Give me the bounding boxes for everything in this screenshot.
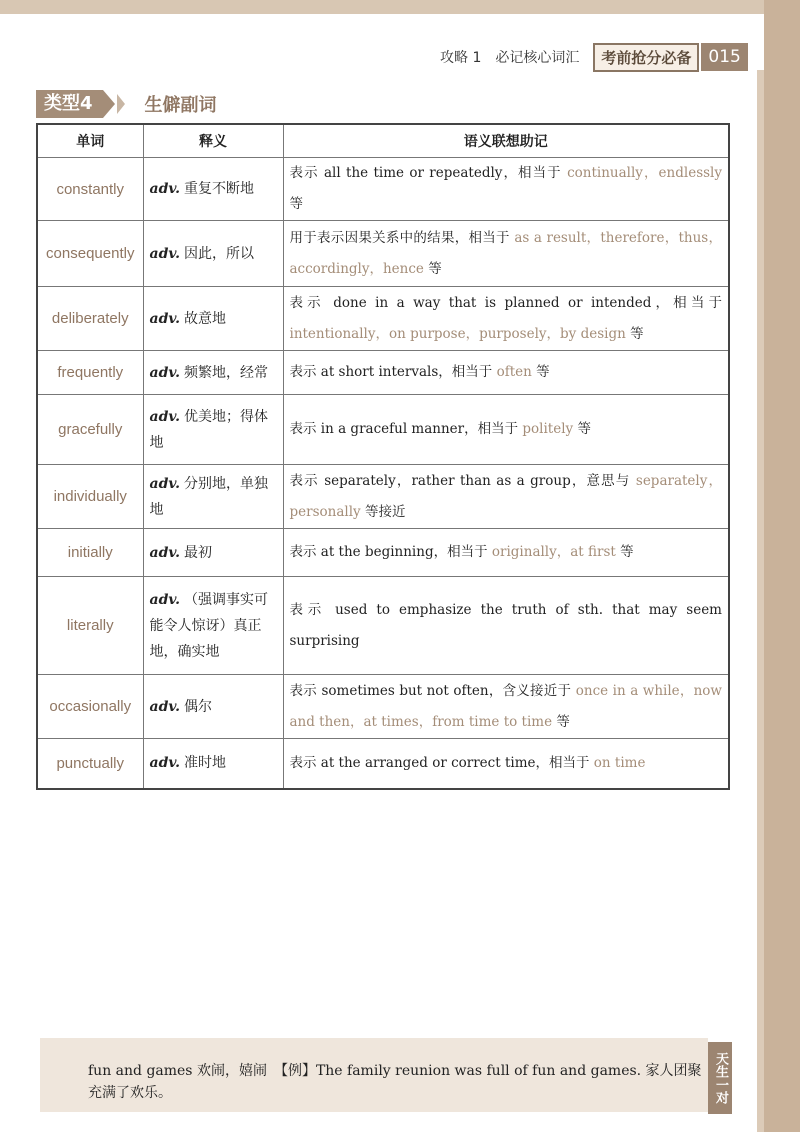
synonyms: politely — [522, 421, 574, 437]
word-cell: frequently — [37, 351, 143, 395]
memo-suffix: 等 — [423, 260, 442, 277]
meaning-text: 最初 — [183, 544, 212, 561]
meaning-text: 偶尔 — [183, 698, 212, 715]
synonyms: separately，personally — [289, 472, 723, 520]
memo-suffix: 等 — [573, 421, 591, 437]
part-of-speech: adv. — [149, 245, 180, 262]
memo-suffix: 等 — [615, 544, 634, 560]
synonyms: originally，at first — [491, 544, 616, 560]
meaning-text: 准时地 — [183, 755, 226, 772]
synonyms: often — [496, 364, 532, 380]
table-row — [37, 158, 729, 221]
synonyms: continually，endlessly — [567, 165, 722, 181]
table-row — [37, 287, 729, 351]
word-cell: occasionally — [37, 675, 143, 739]
meaning-cell — [143, 287, 283, 351]
memo-suffix: 等 — [289, 196, 303, 212]
table-row — [37, 577, 729, 675]
word-cell: gracefully — [37, 395, 143, 465]
meaning-cell — [143, 221, 283, 287]
meaning-text: 频繁地，经常 — [183, 364, 268, 381]
memo-cell — [283, 739, 729, 789]
memo-cell — [283, 675, 729, 739]
memo-cell — [283, 287, 729, 351]
meaning-cell — [143, 465, 283, 529]
column-header-meaning: 释义 — [143, 124, 283, 158]
synonyms: as a result，therefore，thus，accordingly，hence — [289, 229, 722, 277]
header-badge: 考前抢分必备 — [593, 43, 699, 72]
chapter-title: 攻略 1 必记核心词汇 — [440, 50, 580, 66]
section-heading — [36, 90, 217, 118]
meaning-text: 故意地 — [183, 310, 226, 327]
meaning-text: 因此，所以 — [183, 245, 254, 262]
page-number: 015 — [701, 43, 747, 71]
table-row — [37, 395, 729, 465]
part-of-speech: adv. — [149, 475, 180, 492]
memo-cell — [283, 529, 729, 577]
meaning-text: （强调事实可能令人惊讶）真正地，确实地 — [149, 591, 268, 660]
table-row — [37, 351, 729, 395]
table-row — [37, 221, 729, 287]
word-cell: literally — [37, 577, 143, 675]
word-cell: constantly — [37, 158, 143, 221]
meaning-cell — [143, 395, 283, 465]
table-header-row — [37, 124, 729, 158]
memo-suffix: 等 — [531, 364, 550, 380]
part-of-speech: adv. — [149, 310, 180, 327]
word-cell: deliberately — [37, 287, 143, 351]
memo-text: 表示 separately，rather than as a group，意思与 — [289, 472, 636, 489]
column-header-memo: 语义联想助记 — [283, 124, 729, 158]
synonyms: on time — [593, 754, 646, 771]
memo-text: 表示 used to emphasize the truth of sth. that may seem surprising — [289, 601, 722, 649]
meaning-cell — [143, 739, 283, 789]
memo-cell — [283, 158, 729, 221]
memo-cell — [283, 221, 729, 287]
memo-suffix: 等接近 — [360, 503, 406, 520]
table-row — [37, 529, 729, 577]
word-cell: initially — [37, 529, 143, 577]
page-header — [440, 40, 748, 74]
part-of-speech: adv. — [149, 408, 180, 425]
meaning-text: 优美地；得体地 — [149, 408, 268, 451]
table-row — [37, 675, 729, 739]
meaning-text: 分别地，单独地 — [149, 475, 268, 518]
table-row — [37, 739, 729, 789]
footer-note — [40, 1038, 708, 1112]
part-of-speech: adv. — [149, 544, 180, 561]
part-of-speech: adv. — [149, 181, 180, 197]
page-edge-shadow — [757, 70, 764, 1132]
table-row — [37, 465, 729, 529]
part-of-speech: adv. — [149, 755, 180, 772]
column-header-word: 单词 — [37, 124, 143, 158]
memo-text: 表示 done in a way that is planned or intended，相当于 — [289, 294, 722, 311]
word-cell: consequently — [37, 221, 143, 287]
word-cell: punctually — [37, 739, 143, 789]
memo-cell — [283, 395, 729, 465]
memo-text: 表示 at the beginning，相当于 — [289, 544, 492, 560]
memo-cell — [283, 351, 729, 395]
footer-side-label: 天生一对 — [708, 1042, 732, 1114]
chevron-right-icon — [103, 90, 115, 118]
page-top-edge — [0, 0, 800, 14]
meaning-cell — [143, 529, 283, 577]
memo-text: 表示 all the time or repeatedly，相当于 — [289, 165, 568, 181]
meaning-cell — [143, 351, 283, 395]
memo-suffix: 等 — [552, 713, 570, 730]
meaning-text: 重复不断地 — [183, 181, 254, 197]
memo-text: 表示 at the arranged or correct time，相当于 — [289, 754, 594, 771]
synonyms: once in a while，now and then，at times，from time to time — [289, 682, 722, 730]
vocabulary-table — [36, 123, 730, 790]
footer-text: fun and games 欢闹，嬉闹 【例】The family reunion was full of fun and games. 家人团聚充满了欢乐。 — [88, 1063, 702, 1101]
synonyms: intentionally，on purpose，purposely，by design — [289, 325, 626, 342]
meaning-cell — [143, 577, 283, 675]
memo-text: 表示 at short intervals，相当于 — [289, 364, 497, 380]
part-of-speech: adv. — [149, 364, 180, 381]
page-right-margin — [764, 0, 800, 1132]
section-tag: 类型4 — [36, 90, 103, 118]
memo-text: 用于表示因果关系中的结果，相当于 — [289, 229, 515, 246]
word-cell: individually — [37, 465, 143, 529]
memo-cell — [283, 465, 729, 529]
chevron-right-icon — [117, 94, 125, 114]
part-of-speech: adv. — [149, 591, 180, 608]
memo-text: 表示 sometimes but not often，含义接近于 — [289, 682, 576, 699]
memo-suffix: 等 — [625, 325, 644, 342]
memo-text: 表示 in a graceful manner，相当于 — [289, 421, 523, 437]
meaning-cell — [143, 158, 283, 221]
memo-cell — [283, 577, 729, 675]
meaning-cell — [143, 675, 283, 739]
section-name: 生僻副词 — [144, 95, 217, 116]
part-of-speech: adv. — [149, 698, 180, 715]
